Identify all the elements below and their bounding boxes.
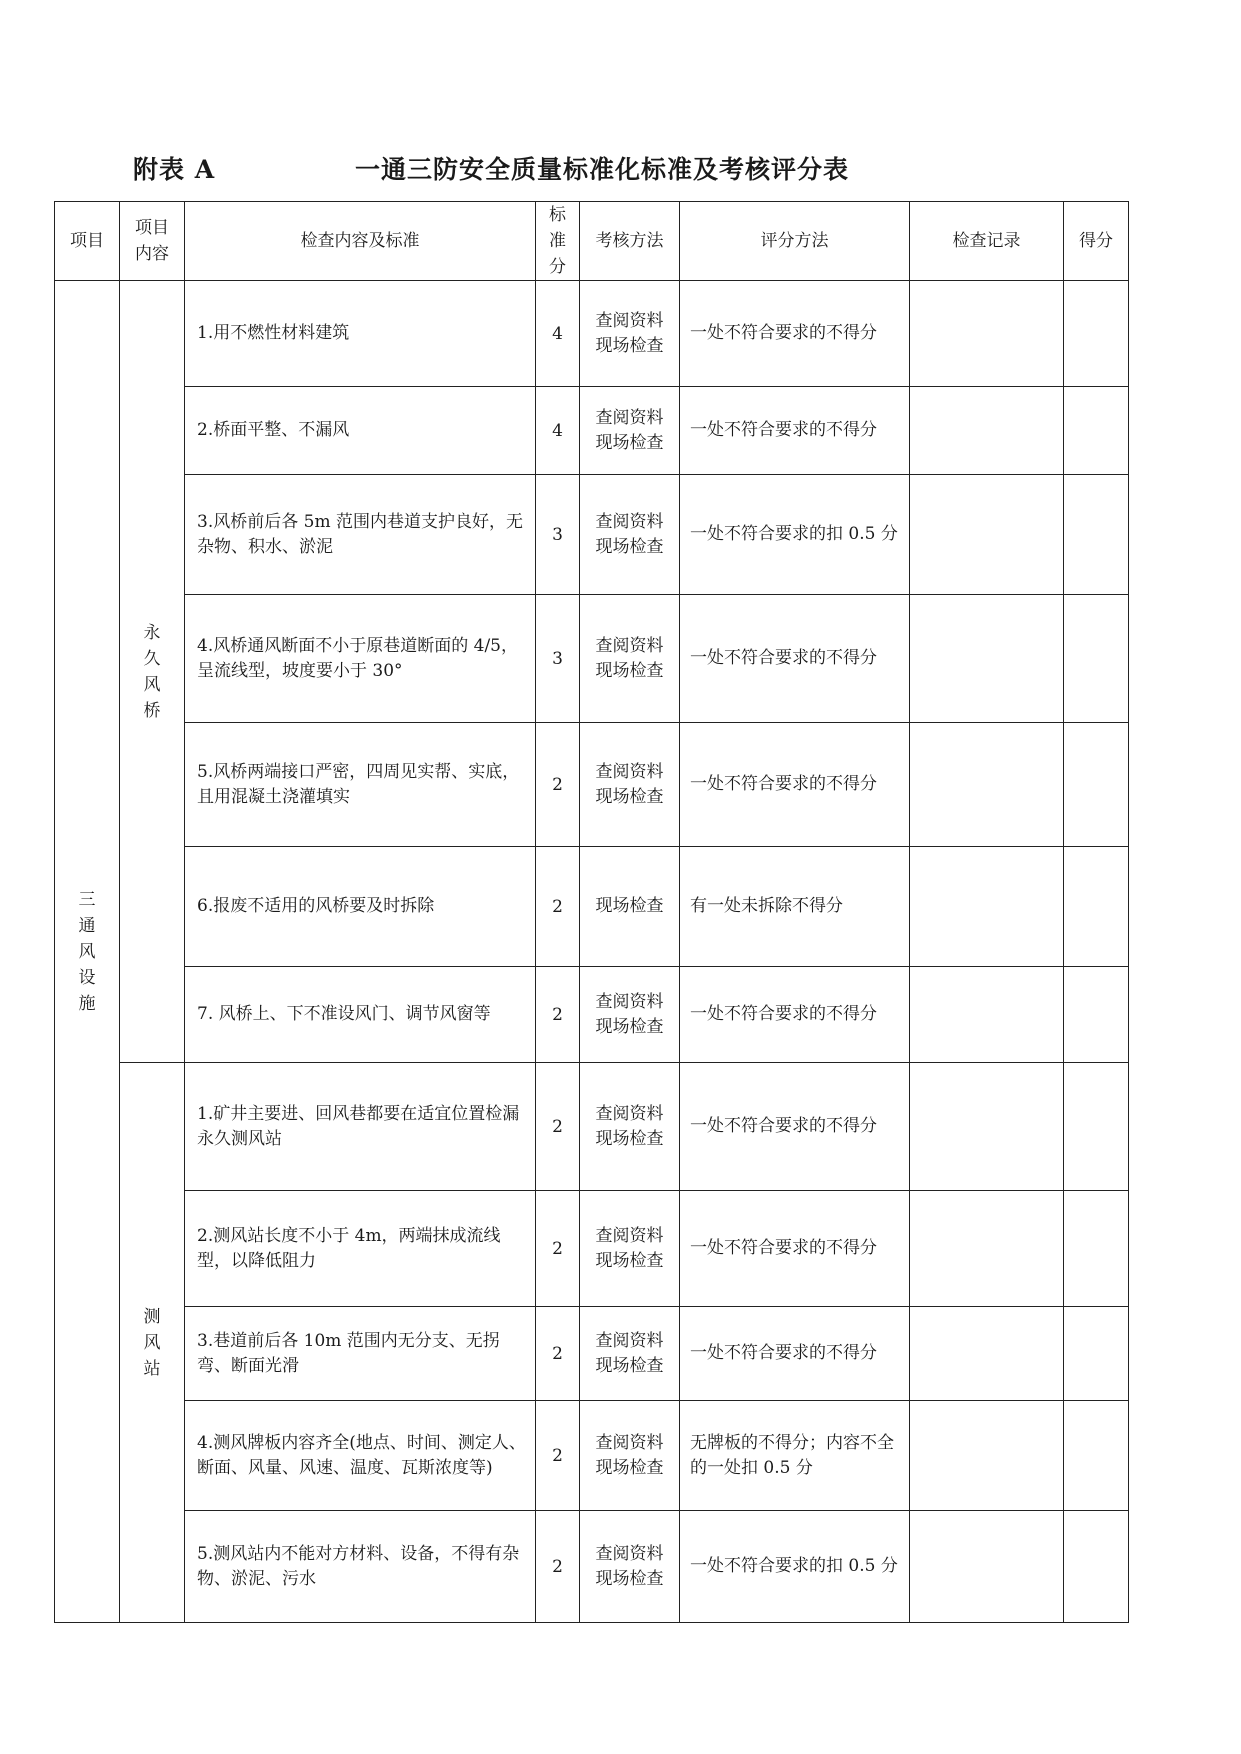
score-cell: 2 — [536, 1401, 580, 1511]
table-row — [55, 281, 1129, 387]
method-cell — [580, 723, 680, 847]
table-title: 一通三防安全质量标准化标准及考核评分表 — [355, 155, 850, 184]
scoring-cell: 有一处未拆除不得分 — [680, 847, 910, 967]
table-row — [55, 475, 1129, 595]
method-line: 现场检查 — [595, 335, 664, 356]
standard-cell: 4.风桥通风断面不小于原巷道断面的 4/5，呈流线型，坡度要小于 30° — [185, 595, 536, 723]
record-cell[interactable] — [910, 1307, 1064, 1401]
method-line: 查阅资料 — [595, 1225, 664, 1246]
table-row — [55, 1401, 1129, 1511]
method-line: 现场检查 — [595, 896, 664, 916]
header-record: 检查记录 — [910, 202, 1064, 281]
scoring-table — [54, 201, 1129, 1623]
scoring-cell: 一处不符合要求的不得分 — [680, 281, 910, 387]
record-cell[interactable] — [910, 281, 1064, 387]
result-cell[interactable] — [1064, 847, 1129, 967]
method-cell — [580, 1063, 680, 1191]
table-row — [55, 1191, 1129, 1307]
score-cell: 4 — [536, 281, 580, 387]
method-line: 现场检查 — [595, 1568, 664, 1589]
table-row — [55, 1063, 1129, 1191]
method-line: 查阅资料 — [595, 407, 664, 428]
score-cell: 2 — [536, 723, 580, 847]
scoring-cell: 一处不符合要求的不得分 — [680, 967, 910, 1063]
record-cell[interactable] — [910, 595, 1064, 723]
table-row — [55, 595, 1129, 723]
method-line: 现场检查 — [595, 536, 664, 557]
standard-cell: 5.测风站内不能对方材料、设备，不得有杂物、淤泥、污水 — [185, 1511, 536, 1623]
score-cell: 2 — [536, 847, 580, 967]
header-standard: 检查内容及标准 — [185, 202, 536, 281]
standard-cell: 1.矿井主要进、回风巷都要在适宜位置检漏永久测风站 — [185, 1063, 536, 1191]
header-row — [55, 202, 1129, 281]
score-cell: 3 — [536, 475, 580, 595]
result-cell[interactable] — [1064, 475, 1129, 595]
project-content-cell: 测风站 — [120, 1063, 185, 1623]
result-cell[interactable] — [1064, 1063, 1129, 1191]
method-cell — [580, 281, 680, 387]
method-line: 现场检查 — [595, 1250, 664, 1271]
result-cell[interactable] — [1064, 1401, 1129, 1511]
header-project: 项目 — [55, 202, 120, 281]
header-scoring: 评分方法 — [680, 202, 910, 281]
result-cell[interactable] — [1064, 1191, 1129, 1307]
method-line: 现场检查 — [595, 432, 664, 453]
table-row — [55, 967, 1129, 1063]
method-cell — [580, 595, 680, 723]
standard-cell: 2.桥面平整、不漏风 — [185, 387, 536, 475]
record-cell[interactable] — [910, 387, 1064, 475]
method-line: 查阅资料 — [595, 635, 664, 656]
standard-cell: 6.报废不适用的风桥要及时拆除 — [185, 847, 536, 967]
method-line: 现场检查 — [595, 660, 664, 681]
record-cell[interactable] — [910, 847, 1064, 967]
standard-cell: 1.用不燃性材料建筑 — [185, 281, 536, 387]
method-line: 现场检查 — [595, 786, 664, 807]
standard-cell: 2.测风站长度不小于 4m，两端抹成流线型，以降低阻力 — [185, 1191, 536, 1307]
result-cell[interactable] — [1064, 1511, 1129, 1623]
method-line: 查阅资料 — [595, 991, 664, 1012]
method-cell — [580, 1401, 680, 1511]
method-line: 现场检查 — [595, 1128, 664, 1149]
score-cell: 4 — [536, 387, 580, 475]
method-line: 查阅资料 — [595, 1432, 664, 1453]
scoring-cell: 一处不符合要求的扣 0.5 分 — [680, 475, 910, 595]
appendix-label: 附表 A — [133, 155, 216, 184]
scoring-cell: 无牌板的不得分；内容不全的一处扣 0.5 分 — [680, 1401, 910, 1511]
method-cell — [580, 1511, 680, 1623]
result-cell[interactable] — [1064, 387, 1129, 475]
scoring-cell: 一处不符合要求的不得分 — [680, 1307, 910, 1401]
record-cell[interactable] — [910, 475, 1064, 595]
project-cell: 三通风设施 — [55, 281, 120, 1623]
page-title — [133, 150, 1033, 190]
score-cell: 2 — [536, 1511, 580, 1623]
method-line: 查阅资料 — [595, 1103, 664, 1124]
record-cell[interactable] — [910, 1063, 1064, 1191]
method-line: 查阅资料 — [595, 310, 664, 331]
table-row — [55, 1511, 1129, 1623]
scoring-cell: 一处不符合要求的扣 0.5 分 — [680, 1511, 910, 1623]
scoring-cell: 一处不符合要求的不得分 — [680, 1191, 910, 1307]
record-cell[interactable] — [910, 723, 1064, 847]
table-body — [55, 281, 1129, 1623]
table-row — [55, 1307, 1129, 1401]
score-cell: 2 — [536, 1307, 580, 1401]
method-cell — [580, 847, 680, 967]
table-row — [55, 847, 1129, 967]
method-line: 查阅资料 — [595, 1330, 664, 1351]
standard-cell: 5.风桥两端接口严密，四周见实帮、实底，且用混凝土浇灌填实 — [185, 723, 536, 847]
method-cell — [580, 387, 680, 475]
scoring-cell: 一处不符合要求的不得分 — [680, 595, 910, 723]
method-line: 查阅资料 — [595, 761, 664, 782]
score-cell: 2 — [536, 1063, 580, 1191]
method-line: 现场检查 — [595, 1457, 664, 1478]
project-content-cell: 永久风桥 — [120, 281, 185, 1063]
header-method: 考核方法 — [580, 202, 680, 281]
record-cell[interactable] — [910, 967, 1064, 1063]
method-cell — [580, 475, 680, 595]
standard-cell: 3.风桥前后各 5m 范围内巷道支护良好，无杂物、积水、淤泥 — [185, 475, 536, 595]
method-line: 现场检查 — [595, 1016, 664, 1037]
score-cell: 2 — [536, 1191, 580, 1307]
method-cell — [580, 1307, 680, 1401]
scoring-cell: 一处不符合要求的不得分 — [680, 387, 910, 475]
result-cell[interactable] — [1064, 723, 1129, 847]
record-cell[interactable] — [910, 1511, 1064, 1623]
header-score: 标准分 — [536, 202, 580, 281]
header-result: 得分 — [1064, 202, 1129, 281]
table-row — [55, 723, 1129, 847]
scoring-cell: 一处不符合要求的不得分 — [680, 1063, 910, 1191]
header-project-content: 项目内容 — [120, 202, 185, 281]
scoring-cell: 一处不符合要求的不得分 — [680, 723, 910, 847]
score-cell: 3 — [536, 595, 580, 723]
score-cell: 2 — [536, 967, 580, 1063]
method-cell — [580, 1191, 680, 1307]
standard-cell: 3.巷道前后各 10m 范围内无分支、无拐弯、断面光滑 — [185, 1307, 536, 1401]
standard-cell: 7. 风桥上、下不准设风门、调节风窗等 — [185, 967, 536, 1063]
result-cell[interactable] — [1064, 281, 1129, 387]
method-line: 现场检查 — [595, 1355, 664, 1376]
standard-cell: 4.测风牌板内容齐全(地点、时间、测定人、断面、风量、风速、温度、瓦斯浓度等) — [185, 1401, 536, 1511]
method-cell — [580, 967, 680, 1063]
method-line: 查阅资料 — [595, 511, 664, 532]
result-cell[interactable] — [1064, 967, 1129, 1063]
method-line: 查阅资料 — [595, 1543, 664, 1564]
record-cell[interactable] — [910, 1191, 1064, 1307]
table-row — [55, 387, 1129, 475]
result-cell[interactable] — [1064, 595, 1129, 723]
record-cell[interactable] — [910, 1401, 1064, 1511]
result-cell[interactable] — [1064, 1307, 1129, 1401]
